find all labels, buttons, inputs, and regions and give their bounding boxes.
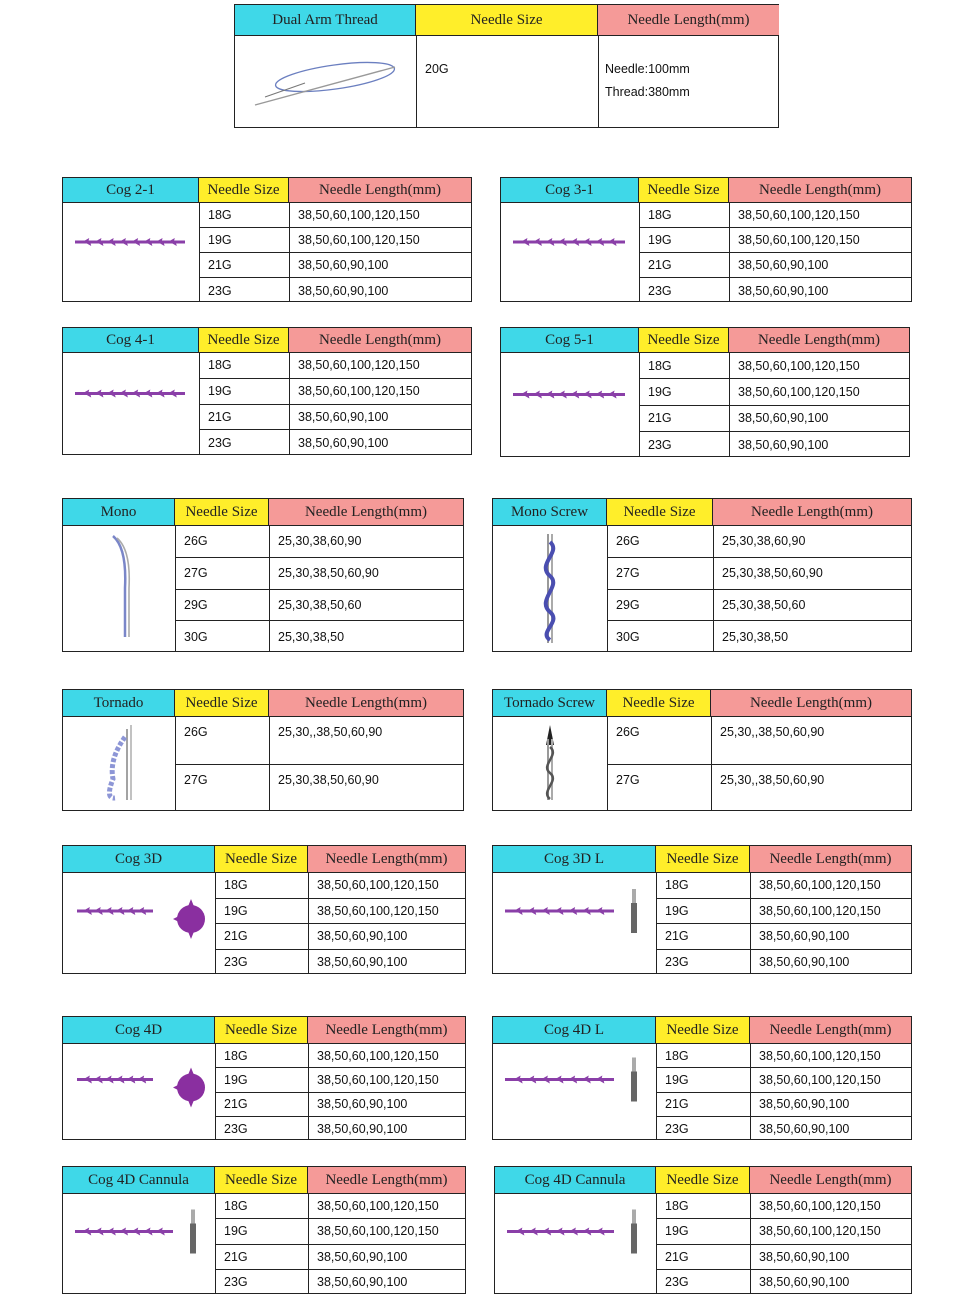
tornado-screw-icon xyxy=(495,719,605,813)
product-table xyxy=(492,1016,912,1140)
product-table xyxy=(62,498,464,652)
needle-size-cell: 18G xyxy=(216,1044,308,1068)
product-table xyxy=(62,845,466,974)
needle-length-cell: 38,50,60,100,120,150 xyxy=(751,899,911,925)
product-name: Tornado Screw xyxy=(493,690,607,717)
needle-size-header: Needle Size xyxy=(215,1017,308,1044)
needle-length-cell: 38,50,60,100,120,150 xyxy=(730,203,911,228)
needle-length-cell: 38,50,60,100,120,150 xyxy=(309,1219,465,1244)
needle-length-cell: 25,30,38,50,60,90 xyxy=(270,558,463,590)
needle-length-cell: 38,50,60,100,120,150 xyxy=(751,1044,911,1068)
needle-length-cell: 38,50,60,90,100 xyxy=(317,1121,408,1136)
needle-length-cell: 38,50,60,90,100 xyxy=(759,955,850,970)
needle-length-header: Needle Length(mm) xyxy=(308,846,465,873)
needle-length-cell: 38,50,60,100,120,150 xyxy=(309,1194,465,1219)
needle-length-header: Needle Length(mm) xyxy=(308,1167,465,1194)
needle-size-header: Needle Size xyxy=(215,1167,308,1194)
product-table xyxy=(492,689,912,811)
needle-length-header: Needle Length(mm) xyxy=(729,178,911,203)
needle-size-cell: 19G xyxy=(640,228,729,253)
needle-size-cell: 21G xyxy=(657,924,750,950)
needle-length-cell: 38,50,60,100,120,150 xyxy=(730,353,909,379)
mono-needle-icon xyxy=(65,528,173,654)
needle-length-cell: 38,50,60,90,100 xyxy=(298,436,389,451)
needle-size-cell: 18G xyxy=(200,203,289,228)
needle-size-cell: 18G xyxy=(640,203,729,228)
dual-arm-length-header: Needle Length(mm) xyxy=(598,5,779,36)
needle-size-cell: 21G xyxy=(640,253,729,278)
product-table xyxy=(62,327,472,455)
needle-size-cell: 26G xyxy=(608,717,711,765)
needle-size-cell: 30G xyxy=(184,630,208,645)
dual-arm-name: Dual Arm Thread xyxy=(235,5,416,36)
needle-length-header: Needle Length(mm) xyxy=(269,690,463,717)
needle-length-cell: 25,30,38,50,60,90 xyxy=(714,558,911,590)
needle-size-cell: 19G xyxy=(657,1219,750,1244)
needle-length-header: Needle Length(mm) xyxy=(750,1167,911,1194)
tornado-icon xyxy=(65,719,173,813)
needle-size-cell: 18G xyxy=(216,1194,308,1219)
needle-size-cell: 23G xyxy=(648,283,672,298)
cog-3d-icon xyxy=(65,875,213,976)
needle-length-cell: 38,50,60,90,100 xyxy=(759,1275,850,1290)
needle-length-cell: 38,50,60,90,100 xyxy=(751,1245,911,1270)
needle-length-cell: 25,30,38,60,90 xyxy=(714,526,911,558)
needle-length-cell: 38,50,60,90,100 xyxy=(730,406,909,432)
needle-size-header: Needle Size xyxy=(175,690,269,717)
product-name: Cog 5-1 xyxy=(501,328,639,353)
needle-size-cell: 23G xyxy=(224,955,248,970)
needle-size-cell: 19G xyxy=(657,1068,750,1092)
needle-length-cell: 38,50,60,90,100 xyxy=(730,253,911,278)
needle-size-header: Needle Size xyxy=(656,846,750,873)
needle-size-cell: 23G xyxy=(224,1121,248,1136)
needle-length-cell: 38,50,60,90,100 xyxy=(290,405,471,431)
needle-size-cell: 26G xyxy=(176,526,269,558)
needle-size-cell: 23G xyxy=(224,1275,248,1290)
dual-arm-thread-length: Thread:380mm xyxy=(605,85,690,99)
needle-size-cell: 27G xyxy=(608,558,713,590)
needle-length-cell: 25,30,38,50,60 xyxy=(270,590,463,622)
dual-arm-needle-length: Needle:100mm xyxy=(605,62,690,76)
product-name: Cog 3D L xyxy=(493,846,656,873)
needle-size-cell: 23G xyxy=(665,1121,689,1136)
needle-size-cell: 23G xyxy=(208,436,232,451)
needle-size-cell: 23G xyxy=(665,1275,689,1290)
needle-length-header: Needle Length(mm) xyxy=(750,1017,911,1044)
needle-size-cell: 23G xyxy=(665,955,689,970)
needle-length-cell: 38,50,60,100,120,150 xyxy=(730,228,911,253)
needle-length-header: Needle Length(mm) xyxy=(308,1017,465,1044)
needle-length-cell: 38,50,60,100,120,150 xyxy=(751,1219,911,1244)
needle-length-cell: 38,50,60,90,100 xyxy=(738,437,829,452)
needle-size-cell: 18G xyxy=(657,1194,750,1219)
needle-length-cell: 25,30,38,50 xyxy=(278,630,345,645)
product-table xyxy=(492,845,912,974)
needle-length-cell: 38,50,60,90,100 xyxy=(290,253,471,278)
thread-loop-icon xyxy=(245,53,405,113)
needle-size-cell: 19G xyxy=(640,379,729,405)
cog-thread-icon xyxy=(503,205,637,304)
needle-size-cell: 21G xyxy=(657,1093,750,1117)
product-name: Cog 3-1 xyxy=(501,178,639,203)
needle-length-cell: 25,30,,38,50,60,90 xyxy=(270,717,463,765)
needle-length-cell: 38,50,60,100,120,150 xyxy=(309,1044,465,1068)
needle-length-cell: 25,30,38,50,60,90 xyxy=(278,772,379,787)
cannula-icon xyxy=(495,1046,654,1142)
needle-size-cell: 21G xyxy=(200,253,289,278)
needle-size-cell: 21G xyxy=(640,406,729,432)
product-name: Mono Screw xyxy=(493,499,607,526)
needle-size-cell: 27G xyxy=(184,772,208,787)
needle-size-cell: 27G xyxy=(616,772,640,787)
needle-length-header: Needle Length(mm) xyxy=(269,499,463,526)
needle-length-header: Needle Length(mm) xyxy=(289,178,471,203)
needle-length-cell: 38,50,60,90,100 xyxy=(309,1093,465,1117)
cannula-icon xyxy=(497,1196,654,1296)
needle-size-cell: 19G xyxy=(216,1219,308,1244)
needle-length-cell: 38,50,60,100,120,150 xyxy=(730,379,909,405)
product-name: Cog 4-1 xyxy=(63,328,199,353)
product-table xyxy=(492,498,912,652)
needle-length-cell: 25,30,38,50 xyxy=(722,630,789,645)
needle-size-cell: 27G xyxy=(176,558,269,590)
needle-size-cell: 19G xyxy=(200,379,289,405)
needle-length-cell: 38,50,60,100,120,150 xyxy=(751,1068,911,1092)
needle-length-cell: 38,50,60,100,120,150 xyxy=(309,873,465,899)
dual-arm-size-header: Needle Size xyxy=(416,5,598,36)
needle-length-cell: 38,50,60,100,120,150 xyxy=(309,1068,465,1092)
product-name: Cog 4D Cannula xyxy=(63,1167,215,1194)
needle-size-cell: 18G xyxy=(216,873,308,899)
product-name: Cog 4D xyxy=(63,1017,215,1044)
needle-size-header: Needle Size xyxy=(607,499,713,526)
product-table xyxy=(62,689,464,811)
product-name: Cog 4D L xyxy=(493,1017,656,1044)
dual-arm-size: 20G xyxy=(425,62,449,76)
needle-length-cell: 38,50,60,90,100 xyxy=(751,1093,911,1117)
needle-size-cell: 21G xyxy=(216,1093,308,1117)
cannula-icon xyxy=(495,875,654,976)
needle-size-cell: 26G xyxy=(176,717,269,765)
needle-size-cell: 21G xyxy=(657,1245,750,1270)
cog-thread-icon xyxy=(65,205,197,304)
needle-size-header: Needle Size xyxy=(215,846,308,873)
needle-length-cell: 38,50,60,90,100 xyxy=(309,924,465,950)
needle-size-cell: 23G xyxy=(208,283,232,298)
needle-size-header: Needle Size xyxy=(199,178,289,203)
needle-length-cell: 38,50,60,90,100 xyxy=(759,1121,850,1136)
needle-length-cell: 38,50,60,100,120,150 xyxy=(290,353,471,379)
needle-size-cell: 18G xyxy=(200,353,289,379)
needle-size-header: Needle Size xyxy=(175,499,269,526)
needle-length-cell: 38,50,60,90,100 xyxy=(298,283,389,298)
dual-arm-table xyxy=(234,4,779,128)
needle-size-cell: 19G xyxy=(657,899,750,925)
needle-size-header: Needle Size xyxy=(639,328,729,353)
needle-length-cell: 25,30,,38,50,60,90 xyxy=(720,772,825,787)
needle-size-cell: 29G xyxy=(176,590,269,622)
needle-length-cell: 25,30,38,50,60 xyxy=(714,590,911,622)
needle-size-cell: 21G xyxy=(216,924,308,950)
needle-size-header: Needle Size xyxy=(656,1167,750,1194)
needle-length-cell: 38,50,60,100,120,150 xyxy=(751,1194,911,1219)
needle-size-cell: 30G xyxy=(616,630,640,645)
needle-size-header: Needle Size xyxy=(607,690,711,717)
needle-length-header: Needle Length(mm) xyxy=(713,499,911,526)
needle-size-cell: 21G xyxy=(200,405,289,431)
needle-size-cell: 29G xyxy=(608,590,713,622)
needle-length-cell: 38,50,60,100,120,150 xyxy=(309,899,465,925)
needle-length-cell: 38,50,60,90,100 xyxy=(317,1275,408,1290)
needle-length-header: Needle Length(mm) xyxy=(750,846,911,873)
product-table xyxy=(62,1166,466,1294)
product-name: Cog 2-1 xyxy=(63,178,199,203)
needle-size-cell: 18G xyxy=(657,1044,750,1068)
product-table xyxy=(62,1016,466,1140)
product-name: Mono xyxy=(63,499,175,526)
needle-length-cell: 38,50,60,90,100 xyxy=(738,283,829,298)
needle-length-cell: 38,50,60,90,100 xyxy=(309,1245,465,1270)
needle-length-cell: 38,50,60,90,100 xyxy=(751,924,911,950)
needle-length-cell: 38,50,60,100,120,150 xyxy=(751,873,911,899)
product-name: Cog 3D xyxy=(63,846,215,873)
product-table xyxy=(500,327,910,457)
needle-size-header: Needle Size xyxy=(199,328,289,353)
needle-size-cell: 18G xyxy=(640,353,729,379)
needle-size-cell: 21G xyxy=(216,1245,308,1270)
needle-size-cell: 19G xyxy=(200,228,289,253)
product-table xyxy=(500,177,912,302)
needle-length-cell: 38,50,60,100,120,150 xyxy=(290,203,471,228)
needle-size-cell: 19G xyxy=(216,1068,308,1092)
needle-length-cell: 38,50,60,100,120,150 xyxy=(290,379,471,405)
needle-length-header: Needle Length(mm) xyxy=(729,328,909,353)
product-table xyxy=(494,1166,912,1294)
cannula-icon xyxy=(65,1196,213,1296)
needle-length-cell: 25,30,,38,50,60,90 xyxy=(712,717,911,765)
product-name: Cog 4D Cannula xyxy=(495,1167,656,1194)
needle-length-header: Needle Length(mm) xyxy=(289,328,471,353)
needle-length-cell: 38,50,60,100,120,150 xyxy=(290,228,471,253)
product-table xyxy=(62,177,472,302)
cog-thread-icon xyxy=(65,355,197,457)
product-name: Tornado xyxy=(63,690,175,717)
needle-size-header: Needle Size xyxy=(656,1017,750,1044)
needle-size-cell: 19G xyxy=(216,899,308,925)
cog-3d-icon xyxy=(65,1046,213,1142)
needle-length-header: Needle Length(mm) xyxy=(711,690,911,717)
mono-screw-icon xyxy=(495,528,605,654)
needle-length-cell: 25,30,38,60,90 xyxy=(270,526,463,558)
needle-length-cell: 38,50,60,90,100 xyxy=(317,955,408,970)
needle-size-cell: 18G xyxy=(657,873,750,899)
needle-size-header: Needle Size xyxy=(639,178,729,203)
needle-size-cell: 26G xyxy=(608,526,713,558)
cog-thread-icon xyxy=(503,355,637,459)
needle-size-cell: 23G xyxy=(648,437,672,452)
